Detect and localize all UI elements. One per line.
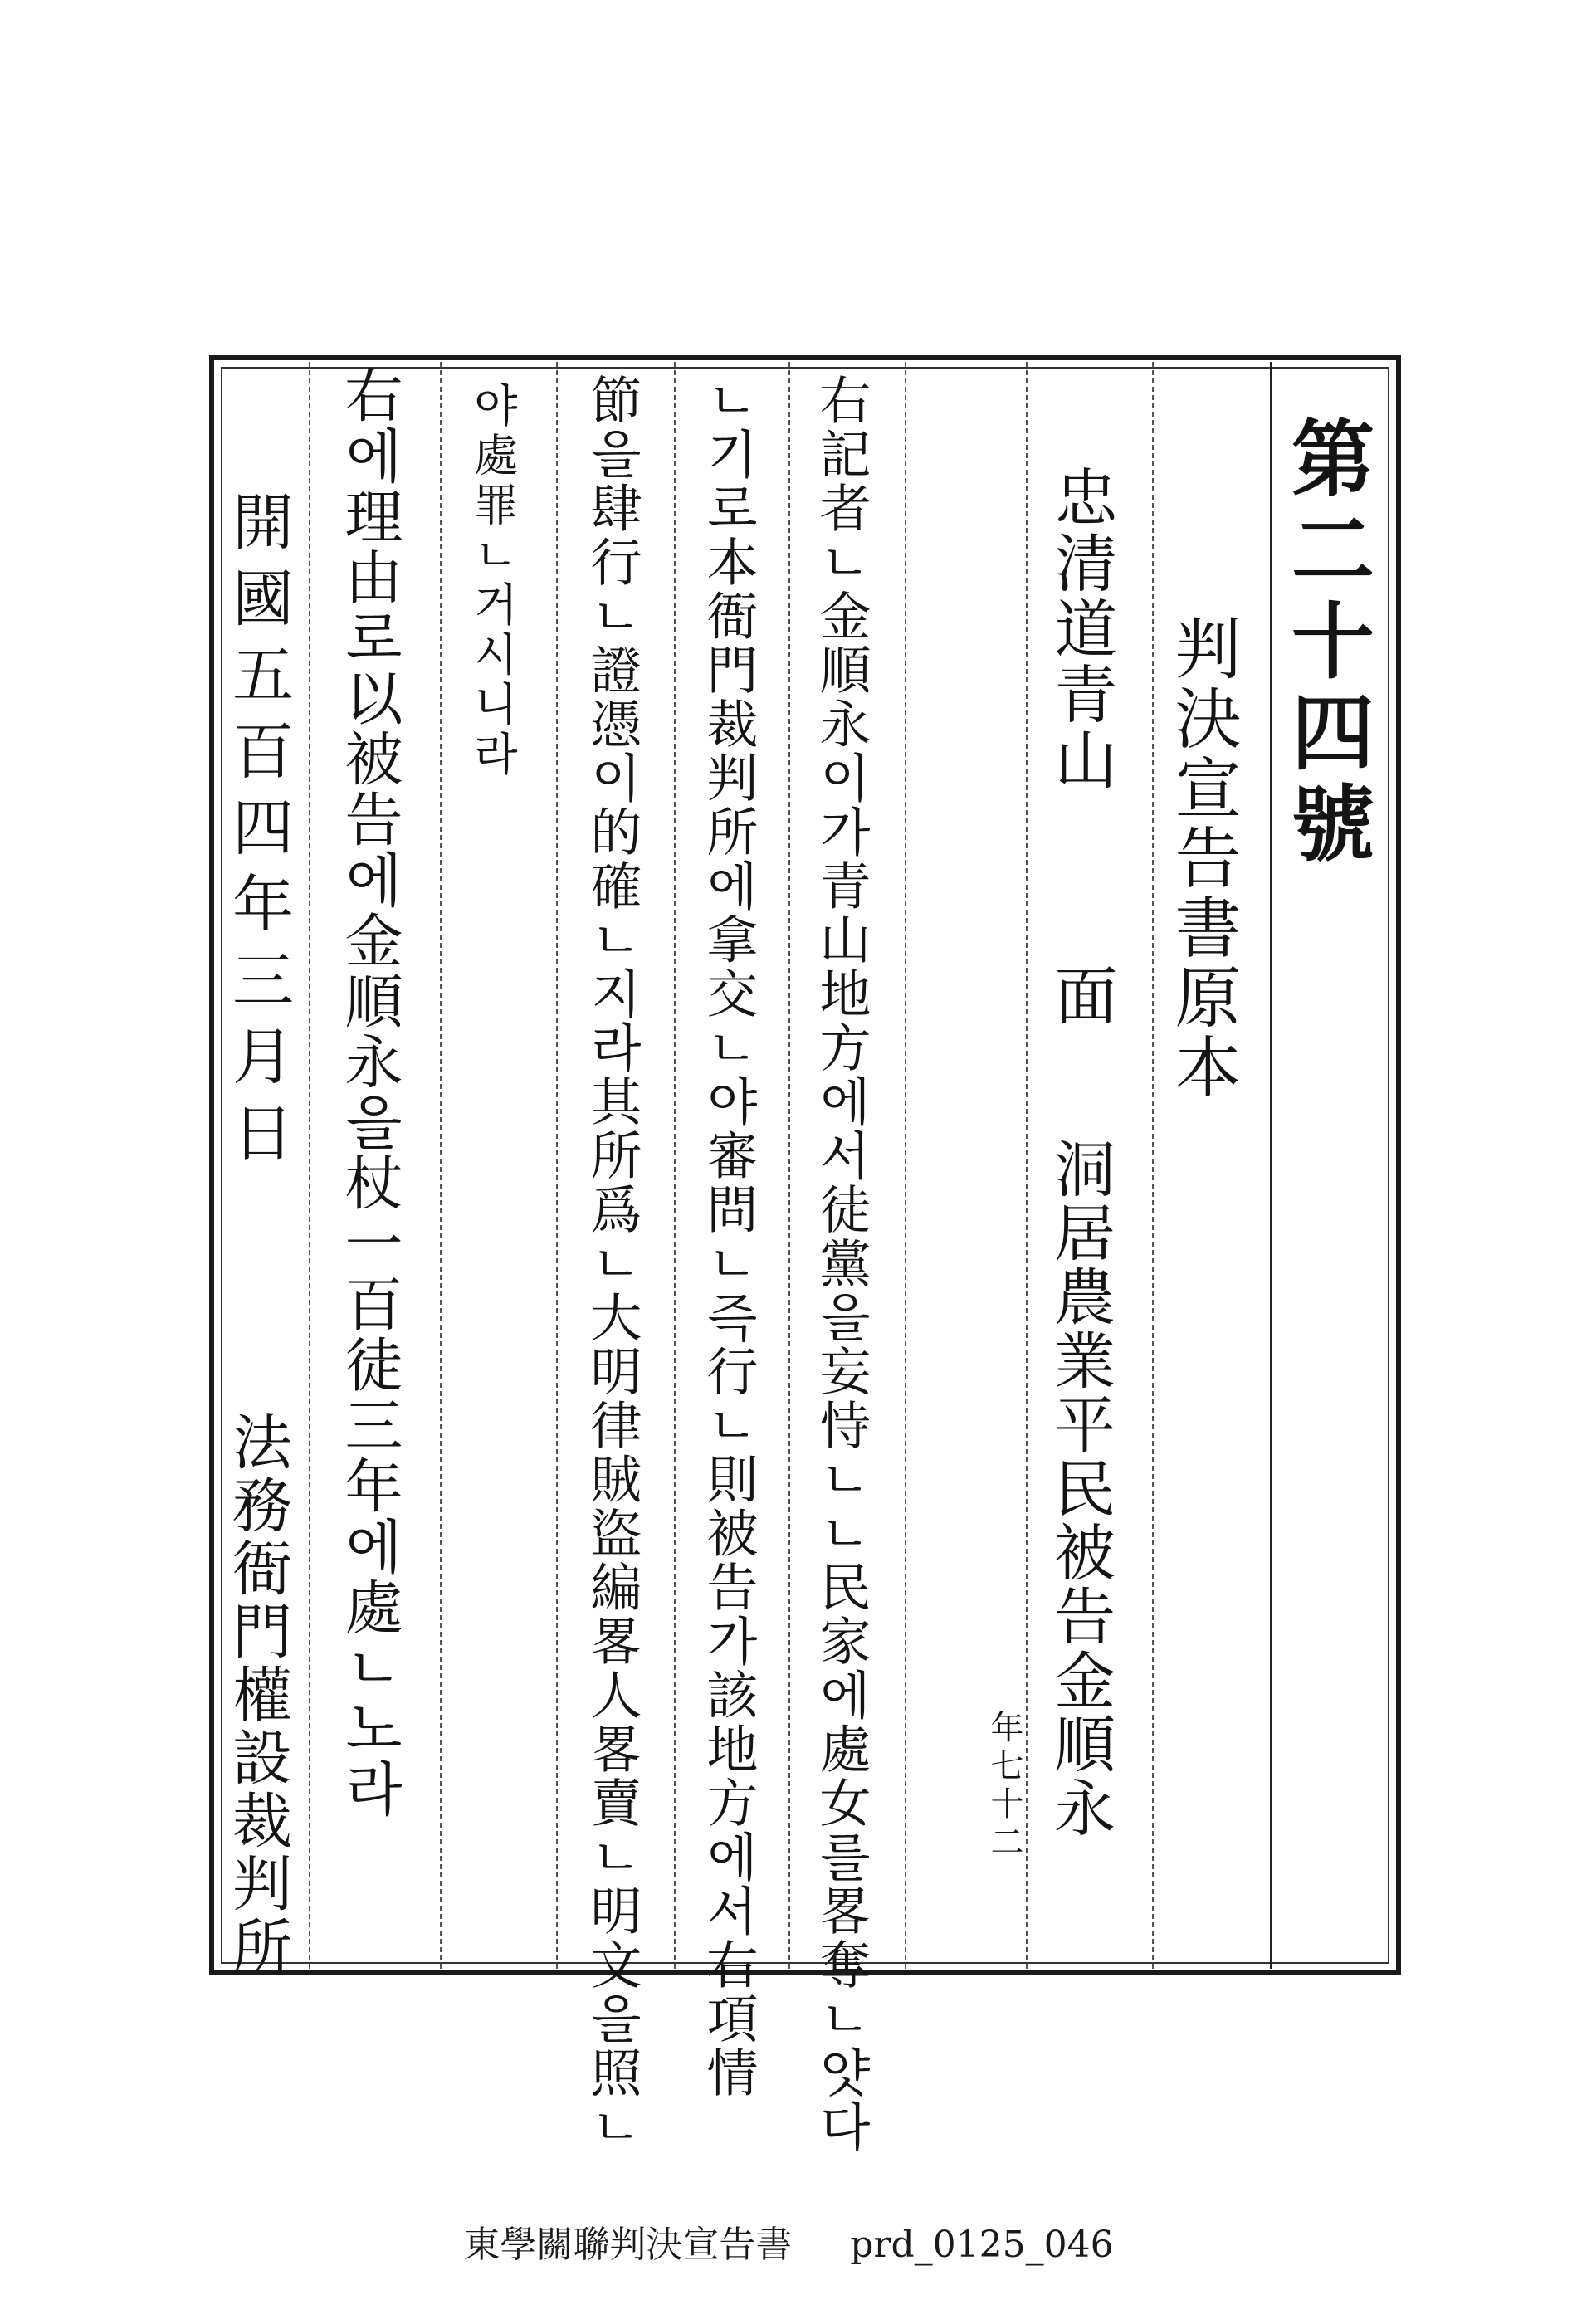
defendant-age: 年七十二 [985, 1710, 1023, 1863]
footer-caption [0, 2214, 1577, 2268]
column-rule [440, 362, 442, 1969]
sentence-line: 右에理由로以被告에金順永을杖一百徒三年에處ㄴ노라 [335, 365, 403, 1819]
court-line: 法務衙門權設裁判所 [222, 1411, 292, 1979]
column-rule [788, 362, 790, 1969]
date-line: 開國五百四年三月日 [222, 490, 294, 1177]
body-line-1: 右記者ㄴ金順永이가青山地方에서徒黨을妄恃ㄴㄴ民家에處女를畧奪ㄴ얏다 [811, 374, 872, 2154]
column-rule [556, 362, 558, 1969]
body-line-4: 야處罪ㄴ거시니라 [466, 382, 519, 780]
column-rule [1152, 362, 1154, 1969]
defendant-line: 洞居農業平民被告金順永 [1044, 1137, 1116, 1840]
document-title: 判決宣告書原本 [1164, 614, 1241, 1102]
column-rule [1026, 362, 1028, 1969]
collection-title: 東學關聯判決宣告書 [463, 2224, 793, 2266]
column-rule [1270, 362, 1272, 1969]
address-myeon: 面 [1044, 963, 1118, 1028]
body-line-3: 節을肆行ㄴ證憑이的確ㄴ지라其所爲ㄴ大明律賊盜編畧人畧賣ㄴ明文을照ㄴ [582, 374, 642, 2154]
page-id: prd_0125_046 [850, 2224, 1114, 2266]
column-rule [309, 362, 310, 1969]
body-line-2: ㄴ기로本衙門裁判所에拿交ㄴ야審問ㄴ즉行ㄴ則被告가該地方에서右項情 [698, 374, 759, 2100]
column-rule [674, 362, 676, 1969]
column-rule [905, 362, 906, 1969]
address-province: 忠清道青山 [1044, 465, 1118, 793]
document-number-title: 第二十四號 [1277, 415, 1375, 872]
